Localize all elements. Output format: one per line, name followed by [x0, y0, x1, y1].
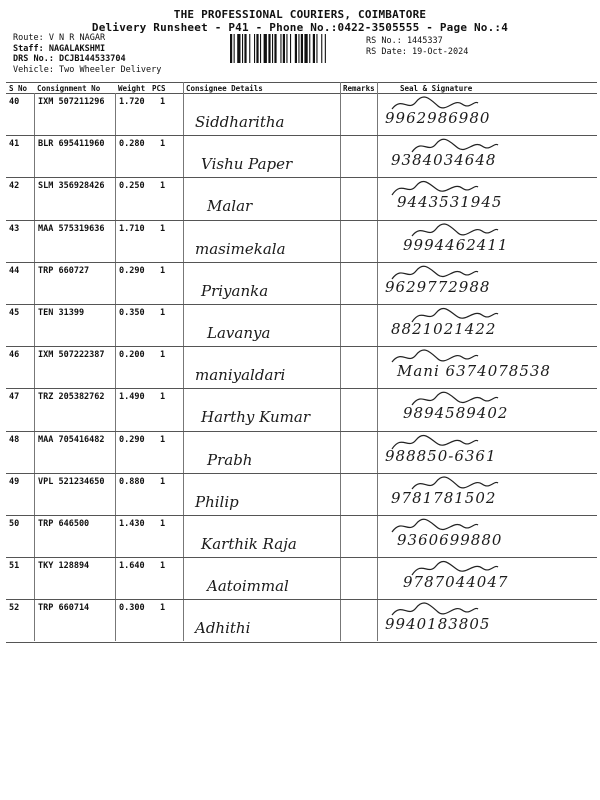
- row-signature-phone: 9360699880: [397, 531, 503, 549]
- row-divider: [6, 599, 597, 600]
- signature-scribble-icon: [390, 263, 480, 283]
- row-consignee-name: Vishu Paper: [201, 155, 293, 174]
- col-header-weight: Weight: [118, 84, 146, 93]
- row-consignee-name: masimekala: [195, 239, 286, 258]
- row-consignment-no: MAA 705416482: [38, 434, 105, 445]
- row-consignee-name: Harthy Kumar: [201, 408, 310, 427]
- row-pcs: 1: [160, 603, 166, 614]
- row-weight: 1.710: [119, 223, 145, 234]
- row-consignment-no: TRP 646500: [38, 519, 90, 529]
- row-weight: 0.200: [119, 350, 145, 361]
- row-consignment-no: IXM 507211296: [38, 97, 105, 107]
- row-divider: [6, 642, 597, 643]
- row-sno: 47: [9, 392, 20, 403]
- row-weight: 1.640: [119, 561, 145, 572]
- signature-scribble-icon: [410, 558, 500, 578]
- row-weight: 0.250: [119, 181, 145, 192]
- row-signature-phone: 9994462411: [403, 235, 509, 254]
- row-consignee-name: Karthik Raja: [201, 535, 297, 553]
- row-sno: 41: [9, 139, 20, 150]
- row-weight: 0.290: [119, 265, 145, 276]
- row-sno: 52: [9, 603, 20, 614]
- row-consignment-no: TKY 128894: [38, 561, 90, 572]
- signature-scribble-icon: [390, 178, 480, 198]
- signature-scribble-icon: [390, 432, 480, 452]
- signature-scribble-icon: [390, 600, 480, 620]
- route-text: Route: V N R NAGAR: [13, 33, 106, 43]
- row-weight: 0.280: [119, 139, 145, 150]
- row-sno: 51: [9, 561, 20, 572]
- row-pcs: 1: [160, 392, 166, 403]
- rs-date-text: RS Date: 19-Oct-2024: [366, 46, 469, 57]
- row-signature-phone: 9443531945: [397, 193, 503, 212]
- row-sno: 49: [9, 476, 20, 487]
- row-consignee-name: Prabh: [207, 450, 253, 469]
- runsheet-subtitle: Delivery Runsheet - P41 - Phone No.:0422-3505555 - Page No.:4: [91, 21, 509, 34]
- row-weight: 0.350: [119, 308, 145, 318]
- row-signature-phone: 9894589402: [403, 404, 509, 423]
- col-header-seal: Seal & Signature: [400, 84, 473, 93]
- row-consignee-name: Aatoimmal: [207, 577, 289, 596]
- row-consignee-name: Lavanya: [207, 324, 271, 342]
- row-divider: [6, 220, 597, 221]
- row-consignment-no: MAA 575319636: [38, 223, 105, 234]
- signature-scribble-icon: [410, 474, 500, 494]
- row-pcs: 1: [160, 519, 166, 529]
- row-consignment-no: TEN 31399: [38, 308, 85, 318]
- row-consignee-name: Priyanka: [201, 281, 269, 300]
- row-weight: 1.720: [119, 97, 145, 107]
- row-sno: 50: [9, 519, 20, 529]
- row-pcs: 1: [160, 308, 166, 318]
- signature-scribble-icon: [390, 347, 480, 367]
- staff-text: Staff: NAGALAKSHMI: [13, 43, 106, 54]
- row-weight: 0.300: [119, 603, 145, 614]
- runsheet-title: THE PROFESSIONAL COURIERS, COIMBATORE: [173, 8, 427, 21]
- row-pcs: 1: [160, 434, 166, 445]
- col-header-pcs: PCS: [152, 84, 166, 93]
- row-weight: 1.490: [119, 392, 145, 403]
- row-weight: 1.430: [119, 519, 145, 529]
- row-pcs: 1: [160, 476, 166, 487]
- row-sno: 44: [9, 265, 20, 276]
- row-consignment-no: SLM 356928426: [38, 181, 105, 192]
- row-sno: 40: [9, 97, 20, 107]
- meta-left: [13, 33, 161, 75]
- row-sno: 42: [9, 181, 20, 192]
- row-pcs: 1: [160, 265, 166, 276]
- col-header-consignment: Consignment No: [37, 84, 101, 93]
- row-divider: [6, 431, 597, 432]
- row-consignment-no: BLR 695411960: [38, 139, 105, 150]
- signature-scribble-icon: [390, 516, 480, 536]
- row-weight: 0.880: [119, 476, 145, 487]
- row-divider: [6, 304, 597, 305]
- table-top-border: [6, 82, 597, 83]
- signature-scribble-icon: [390, 94, 480, 114]
- row-signature-phone: 9781781502: [391, 488, 497, 507]
- row-pcs: 1: [160, 350, 166, 361]
- table-header-border: [6, 93, 597, 94]
- row-divider: [6, 135, 597, 136]
- row-sno: 46: [9, 350, 20, 361]
- row-consignee-name: Malar: [207, 197, 253, 216]
- row-pcs: 1: [160, 97, 166, 107]
- signature-scribble-icon: [410, 389, 500, 409]
- row-signature-phone: 988850-6361: [385, 446, 497, 465]
- row-consignment-no: IXM 507222387: [38, 350, 105, 361]
- row-pcs: 1: [160, 139, 166, 150]
- row-sno: 43: [9, 223, 20, 234]
- row-signature-phone: 9962986980: [385, 109, 491, 127]
- col-header-sno: S No: [9, 84, 28, 93]
- row-signature-phone: 8821021422: [391, 320, 497, 338]
- rs-no-text: RS No.: 1445337: [366, 36, 443, 46]
- row-consignment-no: VPL 521234650: [38, 476, 105, 487]
- row-divider: [6, 515, 597, 516]
- row-divider: [6, 557, 597, 558]
- col-divider: [115, 93, 116, 641]
- row-divider: [6, 388, 597, 389]
- row-signature-phone: 9940183805: [385, 615, 491, 634]
- row-pcs: 1: [160, 223, 166, 234]
- row-pcs: 1: [160, 561, 166, 572]
- row-consignee-name: maniyaldari: [195, 366, 286, 385]
- row-signature-phone: 9384034648: [391, 151, 497, 170]
- row-sno: 48: [9, 434, 20, 445]
- barcode-icon: [230, 34, 355, 63]
- signature-scribble-icon: [410, 136, 500, 156]
- vehicle-text: Vehicle: Two Wheeler Delivery: [13, 64, 162, 75]
- row-consignee-name: Siddharitha: [195, 113, 285, 131]
- row-consignment-no: TRP 660727: [38, 265, 90, 276]
- row-divider: [6, 346, 597, 347]
- row-divider: [6, 177, 597, 178]
- row-signature-phone: Mani 6374078538: [397, 362, 551, 381]
- drs-text: DRS No.: DCJB144533704: [13, 54, 126, 64]
- row-divider: [6, 473, 597, 474]
- signature-scribble-icon: [410, 221, 500, 241]
- col-divider: [34, 93, 35, 641]
- col-header-consignee: Consignee Details: [186, 84, 263, 93]
- signature-scribble-icon: [410, 305, 500, 325]
- row-weight: 0.290: [119, 434, 145, 445]
- col-header-remarks: Remarks: [343, 84, 375, 93]
- meta-right: [366, 36, 468, 57]
- row-divider: [6, 262, 597, 263]
- row-consignment-no: TRZ 205382762: [38, 392, 105, 403]
- row-signature-phone: 9787044047: [403, 573, 509, 592]
- row-pcs: 1: [160, 181, 166, 192]
- row-sno: 45: [9, 308, 20, 318]
- row-consignment-no: TRP 660714: [38, 603, 90, 614]
- row-consignee-name: Philip: [195, 492, 239, 511]
- row-consignee-name: Adhithi: [195, 619, 251, 638]
- row-signature-phone: 9629772988: [385, 277, 491, 296]
